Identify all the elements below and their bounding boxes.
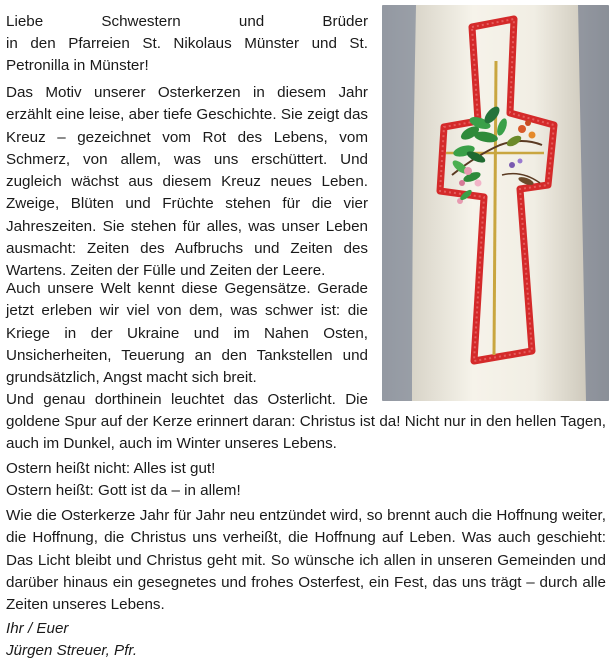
easter-candle-photo	[382, 5, 609, 401]
signature: Jürgen Streuer, Pfr.	[6, 642, 138, 659]
salutation-line-1: Liebe Schwestern und Brüder	[6, 13, 368, 30]
gold-cross-vertical	[494, 61, 496, 355]
easter-candle-illustration	[382, 5, 609, 401]
salutation-line-2: in den Pfarreien St. Nikolaus Münster und St. Petronilla in Münster!	[6, 35, 368, 75]
paragraph-5: Ostern heißt: Gott ist da – in allem!	[6, 482, 241, 499]
paragraph-3-rest: goldene Spur auf der Kerze erinnert daran: Christus ist da! Nicht nur in den hellen Tagen, auch im Dunkel, auch im Winter unseres Lebens.	[6, 413, 606, 453]
paragraph-6: Wie die Osterkerze Jahr für Jahr neu entzündet wird, so brennt auch die Hoffnung weiter, die Hoffnung, die Christus uns verheißt, die Hoffnung auf Leben. Was auch geschieht: Das Licht bleibt und Christus geht mit. So wünsche ich allen in unseren Gemeinden und darüber hinaus ein gesegnetes und frohes Osterfest, ein Fest, das uns trägt – durch alle Zeiten unseres Lebens.	[6, 507, 606, 614]
closing: Ihr / Euer	[6, 620, 69, 637]
paragraph-2: Auch unsere Welt kennt diese Gegensätze. Gerade jetzt erleben wir viel von dem, was schwer ist: die Kriege in der Ukraine und im Nahen Osten, Unsicherheiten, Teuerung an den Tankstellen und grundsätzlich, Angst macht sich breit.	[6, 280, 368, 387]
paragraph-3-start: Und genau dorthinein leuchtet das Osterlicht. Die	[6, 391, 368, 408]
paragraph-1: Das Motiv unserer Osterkerzen in diesem Jahr erzählt eine leise, aber tiefe Geschichte. Sie zeigt das Kreuz – gezeichnet vom Rot des Lebens, vom Schmerz, von allem, was uns erschüttert. Und zugleich wächst aus diesem Kreuz neues Leben. Zweige, Blüten und Früchte stehen für die vier Jahreszeiten. Sie stehen für alles, was unser Leben ausmacht: Zeiten des Aufbruchs und Zeiten des Wartens. Zeiten der Fülle und Zeiten der Leere.	[6, 84, 368, 280]
paragraph-4: Ostern heißt nicht: Alles ist gut!	[6, 460, 216, 477]
